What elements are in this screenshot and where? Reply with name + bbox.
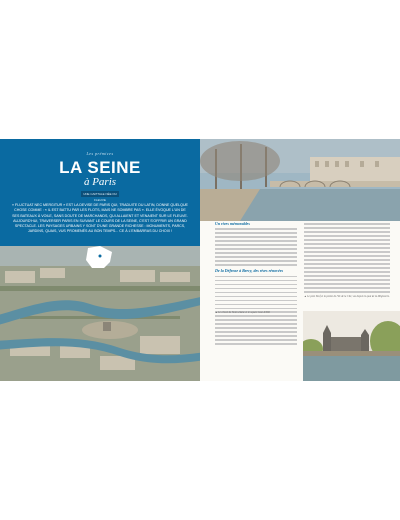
photo-caption-1: ▲ Le pont Neuf et la pointe de l'île de la Cité, vus depuis le quai de la Mégisserie. xyxy=(304,295,390,299)
page-subtitle: à Paris xyxy=(83,176,117,188)
photo-caption-2: ▲ Le chevet de Notre-Dame et le square Jean-XXIII. xyxy=(215,311,271,314)
left-page xyxy=(0,139,200,381)
notre-dame-photo xyxy=(303,311,400,381)
intro-paragraph: « FLUCTUAT NEC MERGITUR » EST LA DEVISE DE PARIS QUI, TRADUITE DU LATIN, DONNE QUELQUE CHOSE COMME : « IL EST BATTU PAR LES FLOTS, MAIS NE SOMBRE PAS ». ELLE ÉVOQUE L'UN DE SES BATEAUX À VOILE, SANS DOUTE DE MARCHANDS, QUI ALLAIENT ET VENAIENT SUR LE FLEUVE. AUJOURD'HUI, TRAVERSER PARIS EN SUIVANT LE COURS DE LA SEINE, C'EST S'OFFRIR UN GRAND SPECTACLE. LES PAYSAGES URBAINS Y SONT D'UNE GRANDE RICHESSE : MONUMENTS, PARCS, JARDINS, QUAIS, VUS PROMENÉS AU BON TEMPS... CE À L'EMBARRAS DU CHOIX ! xyxy=(12,203,188,234)
body-text xyxy=(215,228,297,265)
section-heading-2: De la Défense à Bercy, des rives rénovées xyxy=(215,268,284,274)
text-column-1 xyxy=(215,221,297,347)
pont-neuf-photo xyxy=(200,139,400,221)
aerial-paris-photo xyxy=(0,246,200,381)
body-text xyxy=(304,223,390,292)
text-column-2 xyxy=(304,221,390,299)
section-heading-1: Un rives mémorables xyxy=(215,221,250,226)
book-spread xyxy=(0,139,400,381)
title-panel xyxy=(0,139,200,246)
page-title: LA SEINE xyxy=(59,158,141,177)
right-page xyxy=(200,139,400,381)
section-badge: UNE CAPITALE NÉE DU FLEUVE xyxy=(81,191,119,197)
kicker-text: Les prémices xyxy=(86,151,114,156)
